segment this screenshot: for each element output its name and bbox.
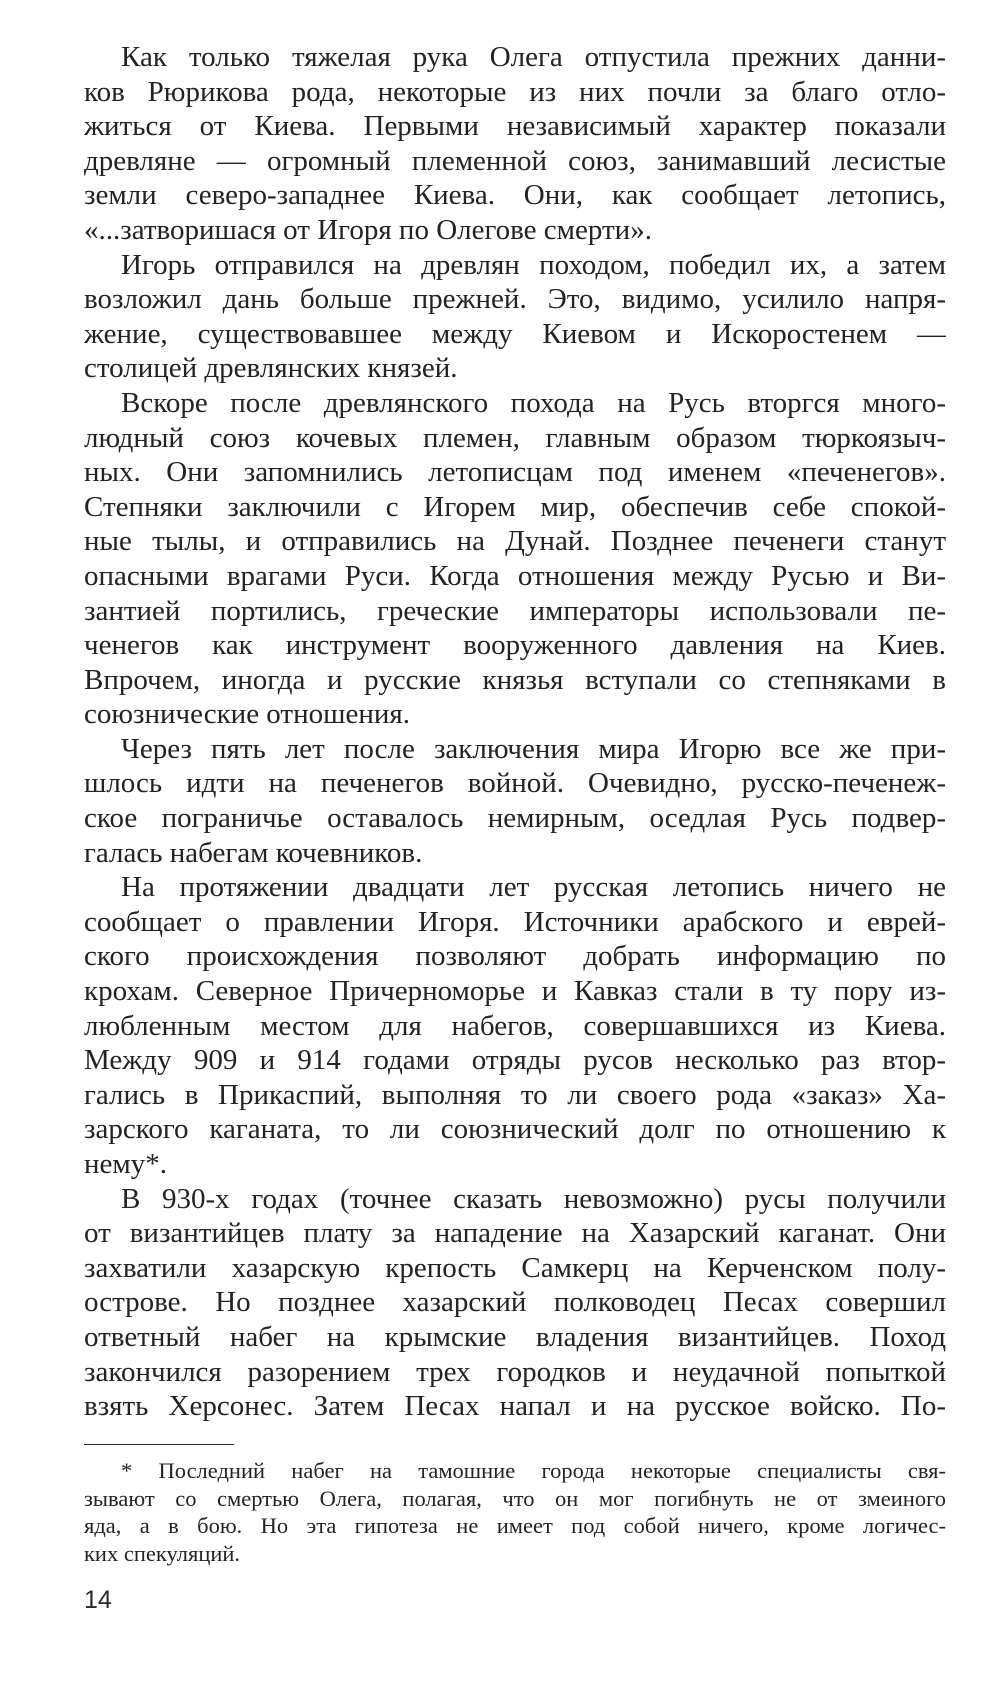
footnote-line: ких спекуляций. [84, 1540, 241, 1566]
text-line: сообщает о правлении Игоря. Источники арабского и еврей- [84, 905, 946, 938]
text-line: ков Рюрикова рода, некоторые из них почли за благо отло- [84, 75, 946, 108]
text-line: ных. Они запомнились летописцам под именем «печенегов». [84, 456, 946, 489]
text-line: галась набегам кочевников. [84, 836, 423, 869]
text-line: людный союз кочевых племен, главным образом тюркоязыч- [84, 421, 946, 454]
text-line: «...затворишася от Игоря по Олегове смерти». [84, 213, 652, 246]
text-line: нему*. [84, 1148, 167, 1180]
text-line: взять Херсонес. Затем Песах напал и на русское войско. По- [84, 1390, 946, 1423]
footnote-divider [84, 1444, 234, 1445]
text-line: жение, существовавшее между Киевом и Искоростенем — [84, 317, 946, 350]
text-line: житься от Киева. Первыми независимый характер показали [84, 110, 946, 143]
text-line: ское пограничье оставалось немирным, оседлая Русь подвер- [84, 802, 946, 835]
text-line: союзнические отношения. [84, 698, 410, 731]
text-line: гались в Прикаспий, выполняя то ли своего рода «заказ» Ха- [84, 1078, 946, 1111]
text-line: древляне — огромный племенной союз, занимавший лесистые [84, 144, 946, 177]
text-line: зантией портились, греческие императоры использовали пе- [84, 594, 946, 627]
text-line: Между 909 и 914 годами отряды русов несколько раз втор- [84, 1044, 946, 1077]
text-line: земли северо-западнее Киева. Они, как сообщает летопись, [84, 179, 946, 212]
main-text [84, 40, 946, 1424]
text-line: Вскоре после древлянского похода на Русь вторгся много- [121, 386, 946, 419]
text-line: В 930-х годах (точнее сказать невозможно) русы получили [121, 1182, 946, 1215]
text-line: столицей древлянских князей. [84, 352, 458, 385]
text-line: ные тылы, и отправились на Дунай. Позднее печенеги станут [84, 525, 946, 558]
text-line: ского происхождения позволяют добрать информацию по [84, 940, 946, 973]
text-line: Через пять лет после заключения мира Игорю все же при- [121, 732, 946, 765]
text-line: На протяжении двадцати лет русская летопись ничего не [121, 871, 946, 904]
text-line: опасными врагами Руси. Когда отношения между Русью и Ви- [84, 559, 946, 592]
page-number: 14 [84, 1586, 112, 1614]
text-line: захватили хазарскую крепость Самкерц на Керченском полу- [84, 1251, 946, 1284]
text-line: Игорь отправился на древлян походом, победил их, а затем [121, 248, 946, 281]
text-line: любленным местом для набегов, совершавшихся из Киева. [84, 1009, 946, 1042]
text-line: закончился разорением трех городков и неудачной попыткой [84, 1355, 946, 1388]
footnote-line: зывают со смертью Олега, полагая, что он мог погибнуть не от змеиного [84, 1485, 946, 1511]
text-line: возложил дань больше прежней. Это, видимо, усилило напря- [84, 283, 946, 316]
footnote-line: яда, а в бою. Но эта гипотеза не имеет под собой ничего, кроме логичес- [84, 1513, 946, 1538]
text-line: крохам. Северное Причерноморье и Кавказ стали в ту пору из- [84, 975, 946, 1008]
text-line: ответный набег на крымские владения византийцев. Поход [84, 1320, 946, 1353]
text-line: Впрочем, иногда и русские князья вступали со степняками в [84, 663, 946, 696]
text-line: зарского каганата, то ли союзнический долг по отношению к [84, 1113, 946, 1146]
text-line: от византийцев плату за нападение на Хазарский каганат. Они [84, 1217, 946, 1250]
text-line: острове. Но позднее хазарский полководец Песах совершил [84, 1286, 946, 1319]
text-line: шлось идти на печенегов войной. Очевидно, русско-печенеж- [84, 767, 946, 800]
footnote-line: * Последний набег на тамошние города некоторые специалисты свя- [121, 1458, 946, 1483]
footnote [84, 1457, 946, 1567]
text-line: Степняки заключили с Игорем мир, обеспечив себе спокой- [84, 490, 946, 523]
text-line: ченегов как инструмент вооруженного давления на Киев. [84, 629, 946, 662]
text-line: Как только тяжелая рука Олега отпустила прежних данни- [121, 41, 946, 73]
